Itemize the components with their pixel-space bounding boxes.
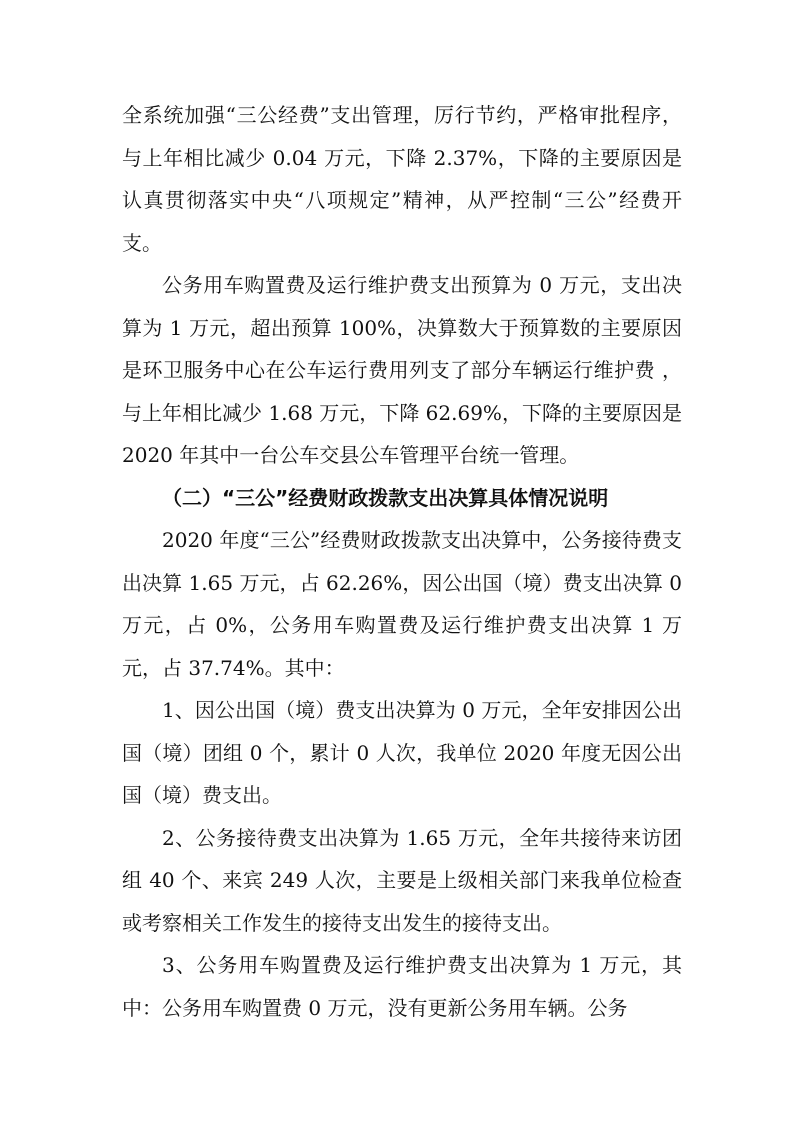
document-body [122,94,682,1029]
section-heading: （二）“三公”经费财政拨款支出决算具体情况说明 [162,485,609,510]
paragraph-overseas-travel: 1、因公出国（境）费支出决算为 0 万元，全年安排因公出国（境）团组 0 个，累计 0 人次，我单位 2020 年度无因公出国（境）费支出。 [122,698,682,807]
paragraph-three-public-expenses-summary: 全系统加强“三公经费”支出管理，厉行节约，严格审批程序，与上年相比减少 0.04 万元，下降 2.37%，下降的主要原因是认真贯彻落实中央“八项规定”精神，从严控制“三公”经费开支。 [122,103,682,255]
paragraph-official-reception: 2、公务接待费支出决算为 1.65 万元，全年共接待来访团组 40 个、来宾 249 人次，主要是上级相关部门来我单位检查或考察相关工作发生的接待支出发生的接待支出。 [122,825,682,935]
paragraph-vehicle-expenses: 公务用车购置费及运行维护费支出预算为 0 万元，支出决算为 1 万元，超出预算 100%，决算数大于预算数的主要原因是环卫服务中心在公车运行费用列支了部分车辆运行维护费 ，与上年相比减少 1.68 万元，下降 62.69%，下降的主要原因是 2020 年其中一台公车交县公车管理平台统一管理。 [122,273,682,467]
paragraph-2020-breakdown: 2020 年度“三公”经费财政拨款支出决算中，公务接待费支出决算 1.65 万元，占 62.26%，因公出国（境）费支出决算 0 万元，占 0%，公务用车购置费及运行维护费支出决算 1 万元，占 37.74%。其中： [122,528,682,680]
paragraph-official-vehicles: 3、公务用车购置费及运行维护费支出决算为 1 万元，其中：公务用车购置费 0 万元，没有更新公务用车辆。公务 [122,953,682,1020]
